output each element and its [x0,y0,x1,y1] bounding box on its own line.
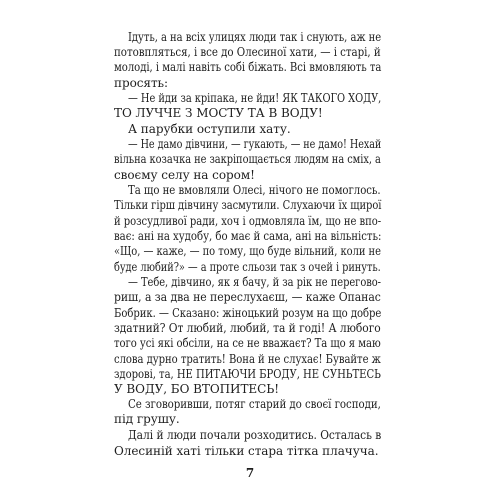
text-line: Та що не вмовляли Олесі, нічого не помоглось. [128,183,381,197]
text-line: У ВОДУ, БО ВТОПИТЕСЬ! [114,382,280,396]
text-line: А парубки оступили хату. [128,122,291,136]
text-line: Далі й люди почали розходитись. Осталась в [128,428,382,442]
text-line: потовпляться, і все до Олесиної хати, — і старі, й [114,45,381,59]
text-line: — Тебе, дівчино, як я бачу, й за рік не перегово- [128,275,381,289]
text-line: риш, а за два не переслухаєш, — каже Опанас [114,290,381,304]
text-line: й розсудливої ради, хоч і одмовляла їм, що не впо- [114,214,382,228]
text-line: Олесиній хаті тільки стара тітка плачуча. [114,444,379,458]
text-line: вільна козачка не закріпощається людям на сміх, а [114,152,381,166]
text-line: молоді, і малі навіть собі біжать. Всі вмовляють та [114,60,382,74]
text-line: здорові, та, НЕ ПИТАЮЧИ БРОДУ, НЕ СУНЬТЕСЬ [114,367,381,381]
text-line: — Не йди за кріпака, не йди! ЯК ТАКОГО ХОДУ, [128,91,382,105]
text-line: ТО ЛУЧЧЕ З МОСТУ ТА В ВОДУ! [114,106,323,120]
text-line: Ідуть, а на всіх улицях люди так і снують, аж не [128,30,382,44]
text-line: слова дурно тратить! Вона й не слухає! Бувайте ж [114,352,381,366]
text-line: того усі які обсіли, на се не вважаєт? Та що я маю [114,336,381,350]
text-line: Се зговоривши, потяг старий до своєї господи, [128,397,381,411]
text-line: під грушу. [114,412,180,426]
text-line: буде любий?» — а проте сльози так з очей і ринуть. [114,260,381,274]
text-line: просять: [114,76,169,90]
text-line: Бобрик. — Сказано: жіноцький розум на що добре [114,306,382,320]
text-line: здатний? От любий, любий, та й годі! А любого [114,321,381,335]
text-line: — Не дамо дівчини, — гукають, — не дамо! Нехай [128,137,382,151]
page-number: 7 [245,466,255,480]
text-line: Тільки гірш дівчину засмутили. Слухаючи їх щирої [114,198,382,212]
text-line: «Що, — каже, — по тому, що буде вільний, коли не [114,244,381,258]
text-line: ває: ані на худобу, бо має й сама, ані на вільність: [114,229,382,243]
text-line: своєму селу на сором! [114,168,255,182]
